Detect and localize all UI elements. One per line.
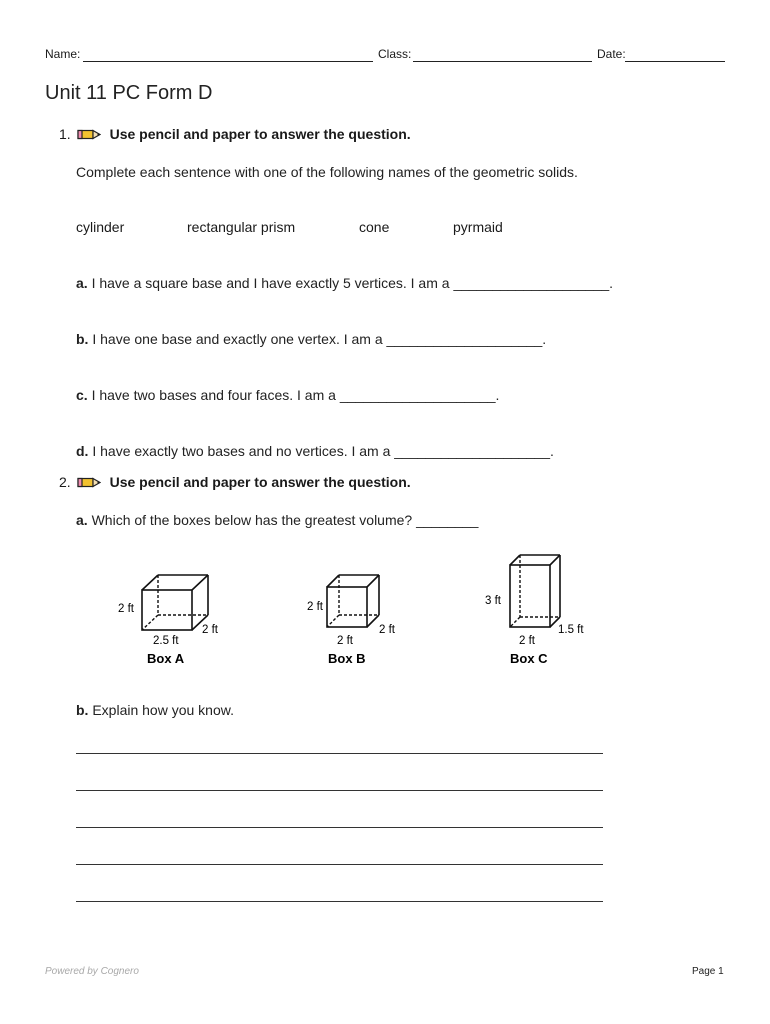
answer-line[interactable] <box>76 753 603 754</box>
question-number: 1. <box>59 126 71 142</box>
word-option: cylinder <box>76 219 125 235</box>
word-option: rectangular prism <box>187 219 296 235</box>
part-text: I have a square base and I have exactly 5 vertices. I am a ____________________. <box>87 275 614 291</box>
part-letter: b. <box>76 331 89 347</box>
box-c-depth: 1.5 ft <box>558 624 584 636</box>
part-letter: d. <box>76 443 89 459</box>
question-2-header <box>59 474 411 493</box>
name-label: Name: <box>45 47 81 61</box>
date-label: Date: <box>597 47 626 61</box>
box-b-depth: 2 ft <box>379 624 395 636</box>
part-text: Explain how you know. <box>88 702 234 718</box>
box-a-length: 2.5 ft <box>153 635 179 647</box>
pencil-icon <box>77 127 101 145</box>
question-1-part-b[interactable] <box>76 331 546 347</box>
box-c-diagram <box>460 548 610 673</box>
box-a-label: Box A <box>147 651 185 666</box>
part-letter: b. <box>76 702 89 718</box>
box-a-height: 2 ft <box>118 603 134 615</box>
box-c-length: 2 ft <box>519 635 535 647</box>
answer-line[interactable] <box>76 827 603 828</box>
part-letter: a. <box>76 512 88 528</box>
question-number: 2. <box>59 474 71 490</box>
name-line[interactable] <box>83 61 373 62</box>
question-1-prompt: Complete each sentence with one of the following names of the geometric solids. <box>76 164 578 180</box>
part-text: Which of the boxes below has the greatest volume? ________ <box>87 512 479 528</box>
powered-by-footer: Powered by Cognero <box>45 966 139 977</box>
question-instruction: Use pencil and paper to answer the question. <box>109 126 411 142</box>
box-c-label: Box C <box>510 651 548 666</box>
part-letter: a. <box>76 275 88 291</box>
part-text: I have exactly two bases and no vertices. I am a ____________________. <box>88 443 554 459</box>
question-instruction: Use pencil and paper to answer the question. <box>109 474 411 490</box>
word-option: cone <box>359 219 390 235</box>
pencil-icon <box>77 475 101 493</box>
answer-line[interactable] <box>76 864 603 865</box>
class-label: Class: <box>378 47 412 61</box>
question-2-part-b <box>76 702 234 718</box>
question-2-part-a[interactable] <box>76 512 478 528</box>
page-title: Unit 11 PC Form D <box>45 82 213 104</box>
part-text: I have one base and exactly one vertex. I am a ____________________. <box>88 331 547 347</box>
class-line[interactable] <box>413 61 592 62</box>
answer-line[interactable] <box>76 790 603 791</box>
box-b-height: 2 ft <box>307 601 323 613</box>
page-number: Page 1 <box>692 966 724 977</box>
box-b-diagram <box>280 565 420 673</box>
box-c-height: 3 ft <box>485 595 501 607</box>
box-a-depth: 2 ft <box>202 624 218 636</box>
question-1-header <box>59 126 411 145</box>
answer-line[interactable] <box>76 901 603 902</box>
box-a-diagram <box>100 565 240 673</box>
question-1-part-d[interactable] <box>76 443 554 459</box>
date-line[interactable] <box>625 61 725 62</box>
part-text: I have two bases and four faces. I am a ____________________. <box>87 387 500 403</box>
word-option: pyrmaid <box>453 219 503 235</box>
question-1-part-c[interactable] <box>76 387 499 403</box>
box-b-length: 2 ft <box>337 635 353 647</box>
question-1-part-a[interactable] <box>76 275 613 291</box>
box-b-label: Box B <box>328 651 366 666</box>
part-letter: c. <box>76 387 88 403</box>
